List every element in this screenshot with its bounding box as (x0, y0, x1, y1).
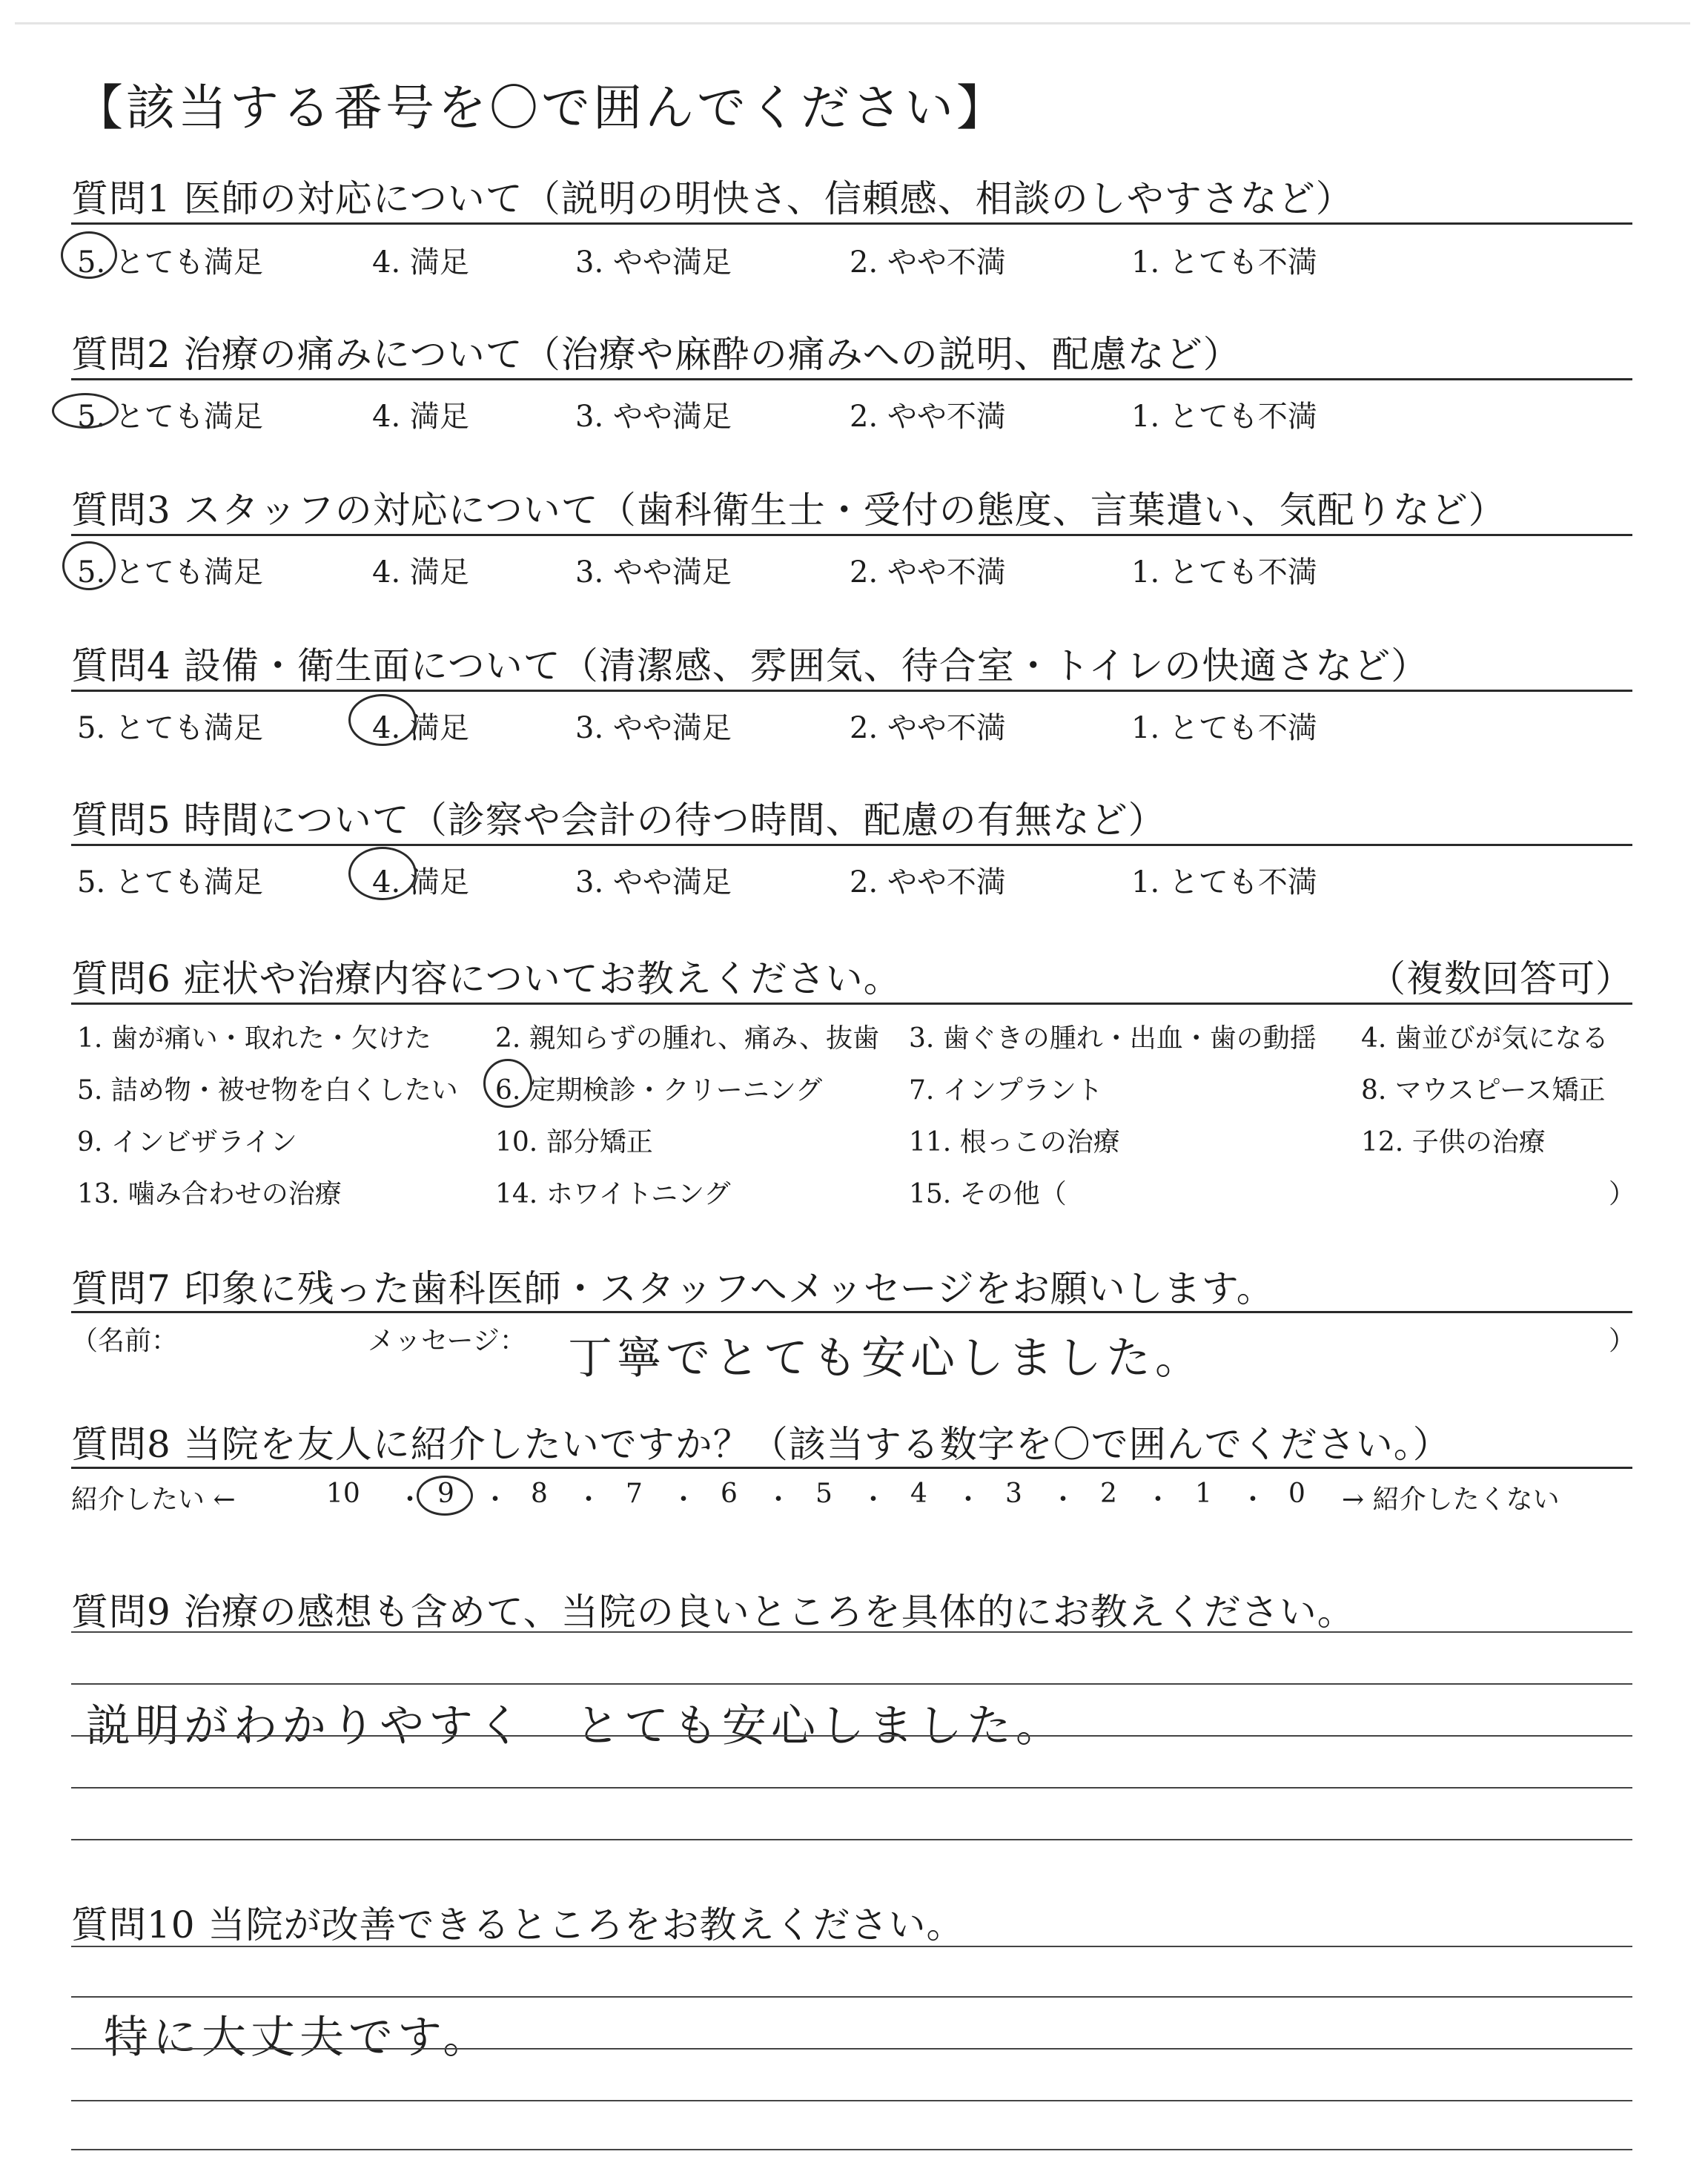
q6-option-15-close: ） (1609, 1179, 1636, 1209)
question-5-rule (71, 844, 1632, 846)
q3-option-5[interactable]: 5. とても満足 (77, 555, 263, 589)
q6-option-11[interactable]: 11. 根っこの治療 (909, 1127, 1120, 1157)
question-7-title: 質問7 印象に残った歯科医師・スタッフへメッセージをお願いします。 (71, 1267, 1274, 1310)
form-header: 【該当する番号を〇で囲んでください】 (74, 79, 1008, 136)
q6-option-15[interactable]: 15. その他（ (909, 1179, 1067, 1209)
q8-scale-1[interactable]: 1 (1195, 1479, 1212, 1509)
q8-selection-circle (417, 1476, 473, 1516)
q7-handwritten-message[interactable]: 丁寧でとても安心しました。 (568, 1332, 1204, 1384)
q6-option-2[interactable]: 2. 親知らずの腫れ、痛み、抜歯 (495, 1023, 880, 1054)
q2-option-1[interactable]: 1. とても不満 (1131, 400, 1317, 434)
question-5-title: 質問5 時間について（診察や会計の待つ時間、配慮の有無など） (71, 799, 1166, 842)
q5-option-2[interactable]: 2. やや不満 (850, 865, 1006, 899)
q4-option-5[interactable]: 5. とても満足 (77, 711, 263, 745)
q8-right-label: → 紹介したくない (1342, 1484, 1560, 1515)
question-1-title: 質問1 医師の対応について（説明の明快さ、信頼感、相談のしやすさなど） (71, 177, 1354, 220)
question-2-rule (71, 378, 1632, 380)
q3-option-4[interactable]: 4. 満足 (372, 555, 469, 589)
q2-option-2[interactable]: 2. やや不満 (850, 400, 1006, 434)
q6-option-12[interactable]: 12. 子供の治療 (1361, 1127, 1546, 1157)
q8-dot: ・ (482, 1484, 509, 1515)
q8-dot: ・ (397, 1484, 424, 1515)
q5-option-1[interactable]: 1. とても不満 (1131, 865, 1317, 899)
q7-name-label: （名前： (71, 1326, 179, 1356)
q8-dot: ・ (955, 1484, 982, 1515)
q10-line (71, 2149, 1632, 2150)
question-4-rule (71, 690, 1632, 692)
q2-option-3[interactable]: 3. やや満足 (575, 400, 732, 434)
q3-option-1[interactable]: 1. とても不満 (1131, 555, 1317, 589)
q8-scale-3[interactable]: 3 (1005, 1479, 1022, 1509)
q10-line (71, 2100, 1632, 2101)
q8-dot: ・ (1050, 1484, 1077, 1515)
q5-selection-circle (348, 847, 417, 900)
q9-line (71, 1787, 1632, 1789)
question-7-rule (71, 1311, 1632, 1313)
q8-scale-10[interactable]: 10 (326, 1479, 360, 1509)
q6-option-5[interactable]: 5. 詰め物・被せ物を白くしたい (77, 1075, 458, 1106)
q9-line (71, 1839, 1632, 1840)
q6-option-3[interactable]: 3. 歯ぐきの腫れ・出血・歯の動揺 (909, 1023, 1317, 1054)
q5-option-5[interactable]: 5. とても満足 (77, 865, 263, 899)
top-border (15, 22, 1690, 24)
q7-message-label: メッセージ： (368, 1326, 526, 1356)
q6-option-13[interactable]: 13. 噛み合わせの治療 (77, 1179, 342, 1209)
q8-scale-2[interactable]: 2 (1100, 1479, 1117, 1509)
q6-option-9[interactable]: 9. インビザライン (77, 1127, 297, 1157)
q4-option-3[interactable]: 3. やや満足 (575, 711, 732, 745)
question-1-rule (71, 222, 1632, 225)
question-8-rule (71, 1467, 1632, 1469)
q8-scale-4[interactable]: 4 (910, 1479, 927, 1509)
q6-selection-circle (483, 1059, 532, 1108)
q1-option-1[interactable]: 1. とても不満 (1131, 245, 1317, 280)
q8-scale-5[interactable]: 5 (815, 1479, 833, 1509)
q8-left-label: 紹介したい ← (71, 1484, 236, 1515)
question-3-title: 質問3 スタッフの対応について（歯科衛生士・受付の態度、言葉遣い、気配りなど） (71, 489, 1506, 532)
q6-option-8[interactable]: 8. マウスピース矯正 (1361, 1075, 1606, 1106)
q3-option-3[interactable]: 3. やや満足 (575, 555, 732, 589)
q6-option-4[interactable]: 4. 歯並びが気になる (1361, 1023, 1609, 1054)
q8-scale-9[interactable]: 9 (437, 1479, 454, 1509)
q10-handwritten-answer[interactable]: 特に大丈夫です。 (104, 2012, 492, 2064)
q4-option-4[interactable]: 4. 満足 (372, 711, 469, 745)
question-10-title: 質問10 当院が改善できるところをお教えください。 (71, 1903, 964, 1946)
q3-selection-circle (62, 541, 116, 590)
q5-option-3[interactable]: 3. やや満足 (575, 865, 732, 899)
q8-scale-7[interactable]: 7 (626, 1479, 643, 1509)
q8-dot: ・ (670, 1484, 698, 1515)
q10-line (71, 2048, 1632, 2050)
q8-scale-6[interactable]: 6 (721, 1479, 738, 1509)
q2-option-5[interactable]: 5. とても満足 (77, 400, 263, 434)
q8-dot: ・ (860, 1484, 887, 1515)
q1-option-5[interactable]: 5. とても満足 (77, 245, 263, 280)
question-6-note: （複数回答可） (1368, 957, 1633, 1000)
q9-line (71, 1735, 1632, 1737)
q6-option-7[interactable]: 7. インプラント (909, 1075, 1103, 1106)
question-8-title: 質問8 当院を友人に紹介したいですか？（該当する数字を〇で囲んでください。） (71, 1423, 1451, 1466)
q4-selection-circle (348, 694, 417, 746)
q1-option-4[interactable]: 4. 満足 (372, 245, 469, 280)
q8-dot: ・ (1239, 1484, 1267, 1515)
q6-option-10[interactable]: 10. 部分矯正 (495, 1127, 653, 1157)
q6-option-14[interactable]: 14. ホワイトニング (495, 1179, 731, 1209)
q2-selection-circle (52, 393, 119, 429)
q8-scale-8[interactable]: 8 (531, 1479, 548, 1509)
q5-option-4[interactable]: 4. 満足 (372, 865, 469, 899)
q9-line (71, 1683, 1632, 1685)
q9-handwritten-answer[interactable]: 説明がわかりやすく とても安心しました。 (86, 1700, 1065, 1752)
question-9-title: 質問9 治療の感想も含めて、当院の良いところを具体的にお教えください。 (71, 1591, 1355, 1634)
q6-option-1[interactable]: 1. 歯が痛い・取れた・欠けた (77, 1023, 431, 1054)
q9-line (71, 1631, 1632, 1633)
question-2-title: 質問2 治療の痛みについて（治療や麻酔の痛みへの説明、配慮など） (71, 333, 1241, 376)
question-4-title: 質問4 設備・衛生面について（清潔感、雰囲気、待合室・トイレの快適さなど） (71, 644, 1429, 687)
q1-option-3[interactable]: 3. やや満足 (575, 245, 732, 280)
q3-option-2[interactable]: 2. やや不満 (850, 555, 1006, 589)
q10-line (71, 1946, 1632, 1947)
q4-option-1[interactable]: 1. とても不満 (1131, 711, 1317, 745)
q8-dot: ・ (1145, 1484, 1172, 1515)
q8-dot: ・ (575, 1484, 603, 1515)
question-6-title: 質問6 症状や治療内容についてお教えください。 (71, 957, 901, 1000)
question-6-rule (71, 1003, 1632, 1005)
q1-option-2[interactable]: 2. やや不満 (850, 245, 1006, 280)
q10-line (71, 1996, 1632, 1998)
q7-close: ） (1609, 1326, 1636, 1356)
q8-dot: ・ (765, 1484, 792, 1515)
q6-option-6[interactable]: 6. 定期検診・クリーニング (495, 1075, 823, 1106)
q8-scale-0[interactable]: 0 (1288, 1479, 1305, 1509)
question-3-rule (71, 534, 1632, 536)
q4-option-2[interactable]: 2. やや不満 (850, 711, 1006, 745)
q2-option-4[interactable]: 4. 満足 (372, 400, 469, 434)
q1-selection-circle (61, 231, 117, 279)
